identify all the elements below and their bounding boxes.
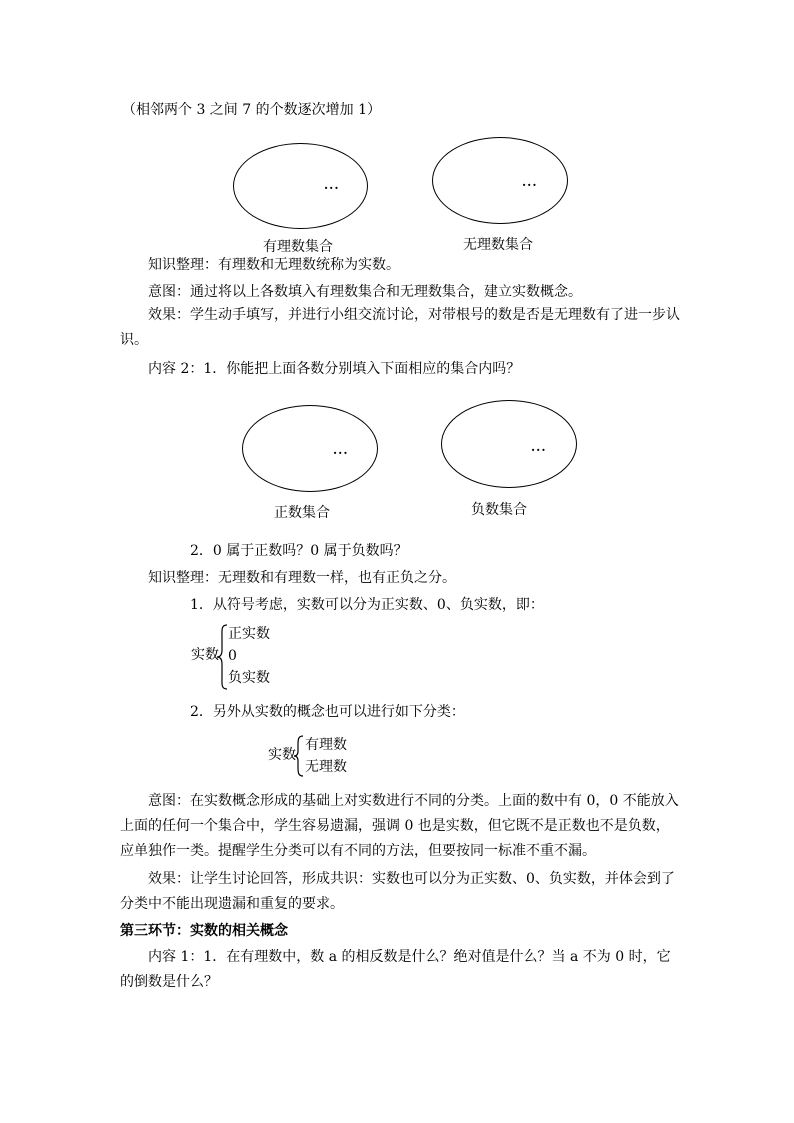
content-2-question-1: 内容 2：1．你能把上面各数分别填入下面相应的集合内吗？ (148, 361, 521, 377)
classification-2-head: 实数 (268, 747, 296, 763)
positive-set-ellipse (242, 405, 378, 492)
left-brace-icon (216, 624, 228, 690)
rational-set-ellipsis: ... (324, 178, 340, 192)
irrational-set-ellipsis: ... (522, 175, 538, 189)
rational-set-ellipse (233, 143, 368, 229)
effect-2: 效果：让学生讨论回答，形成共识：实数也可以分为正实数、0、负实数，并体会到了分类中不能出现遗漏和重复的要求。 (120, 871, 675, 912)
irrational-set-ellipse (432, 137, 568, 224)
intro-note: （相邻两个 3 之间 7 的个数逐次增加 1） (122, 102, 381, 118)
classification-1-head: 实数 (191, 647, 219, 663)
knowledge-summary-2: 知识整理：无理数和有理数一样，也有正负之分。 (148, 570, 456, 586)
knowledge-summary-1: 知识整理：有理数和无理数统称为实数。 (148, 257, 400, 273)
classification-1-intro: 1．从符号考虑，实数可以分为正实数、0、负实数，即： (190, 597, 544, 613)
negative-set-label: 负数集合 (471, 502, 527, 518)
classification-2-item-irrational: 无理数 (305, 759, 347, 775)
content-3-question-1: 内容 1：1．在有理数中，数 a 的相反数是什么？绝对值是什么？当 a 不为 0 时，它的倒数是什么？ (120, 949, 671, 990)
rational-set-label: 有理数集合 (263, 239, 333, 255)
positive-set-ellipsis: ... (333, 443, 349, 457)
negative-set-ellipse (441, 400, 577, 488)
question-2: 2．0 属于正数吗？0 属于负数吗？ (190, 543, 408, 559)
classification-1-item-positive: 正实数 (228, 626, 270, 642)
intent-1: 意图：通过将以上各数填入有理数集合和无理数集合，建立实数概念。 (148, 284, 582, 300)
classification-2-item-rational: 有理数 (305, 737, 347, 753)
intent-2: 意图：在实数概念形成的基础上对实数进行不同的分类。上面的数中有 0，0 不能放入上面的任何一个集合中，学生容易遗漏，强调 0 也是实数，但它既不是正数也不是负数，应单独作一类。提醒学生分类可以有不同的方法，但要按同一标准不重不漏。 (120, 793, 679, 859)
negative-set-ellipsis: ... (531, 440, 547, 454)
classification-2-intro: 2．另外从实数的概念也可以进行如下分类： (190, 704, 465, 720)
classification-1-item-zero: 0 (228, 648, 237, 664)
classification-1-item-negative: 负实数 (228, 670, 270, 686)
positive-set-label: 正数集合 (274, 505, 330, 521)
effect-1: 效果：学生动手填写，并进行小组交流讨论，对带根号的数是否是无理数有了进一步认识。 (120, 307, 680, 348)
irrational-set-label: 无理数集合 (463, 237, 533, 253)
left-brace-icon (293, 735, 304, 777)
section-3-title: 第三环节：实数的相关概念 (120, 923, 288, 939)
